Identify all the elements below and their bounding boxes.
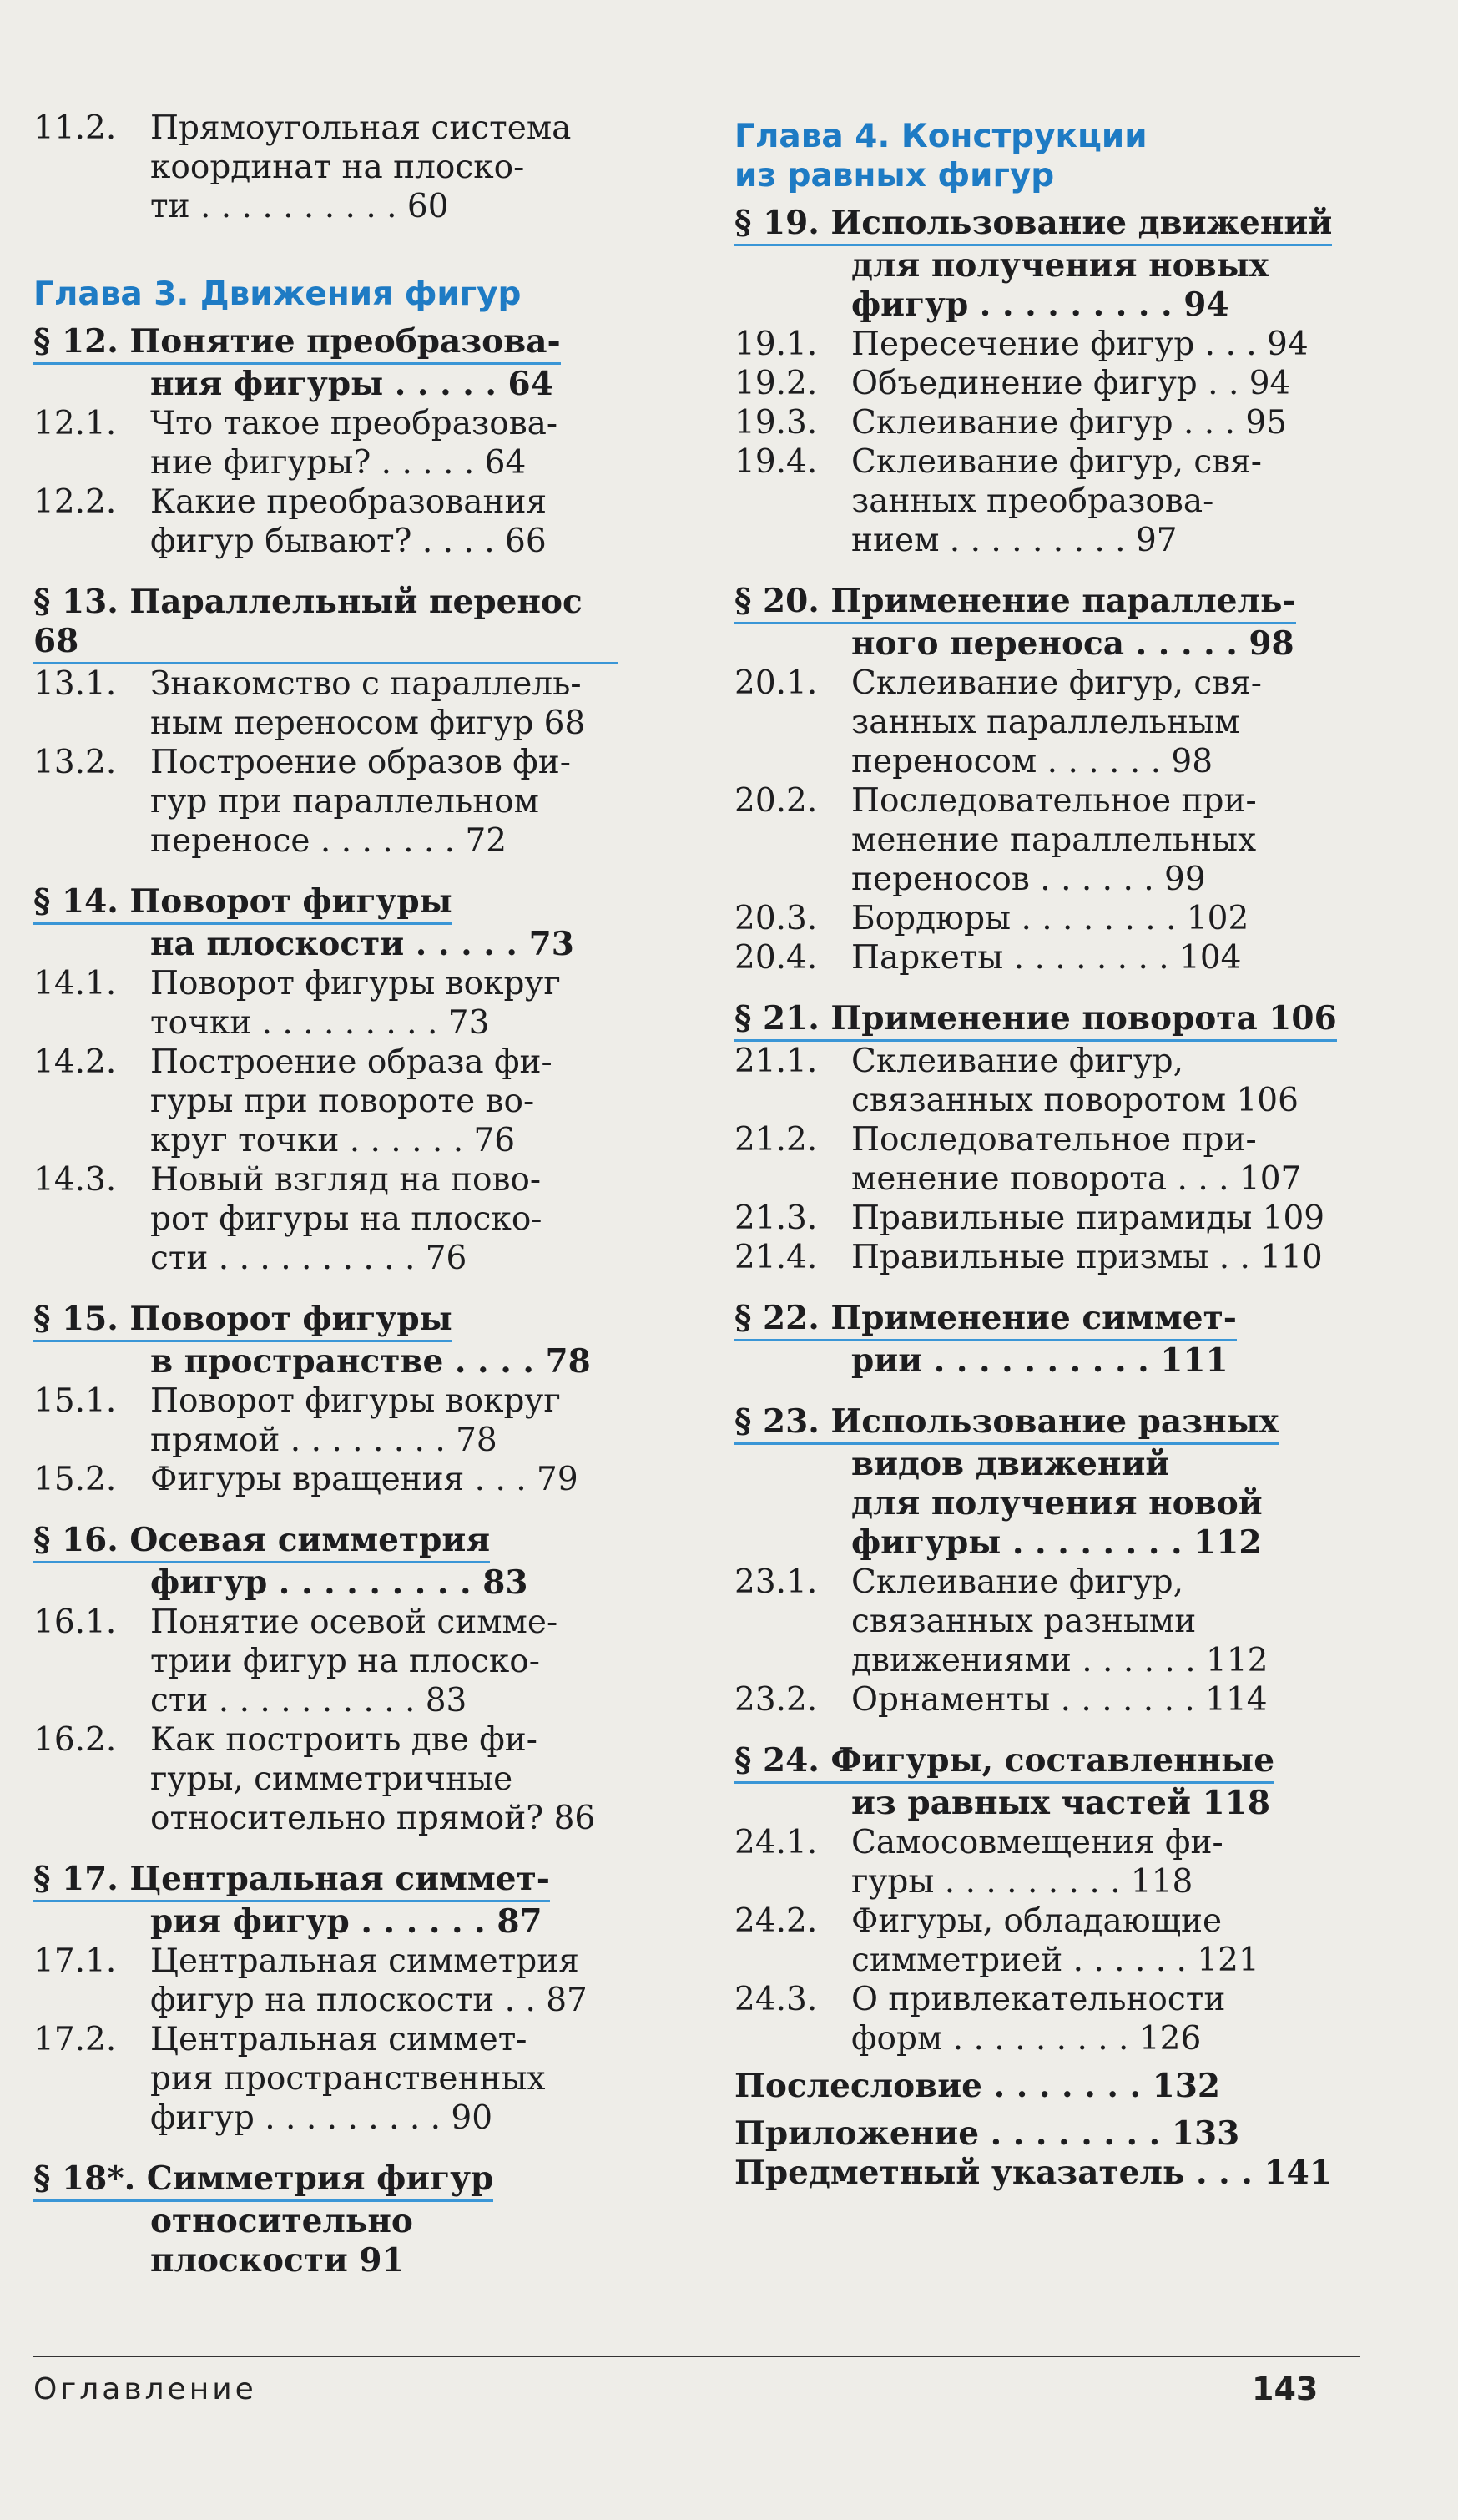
item-number: 14.1. bbox=[33, 965, 117, 1002]
section-title-line: § 18*. Симметрия фигур bbox=[33, 2159, 493, 2202]
section-18 bbox=[33, 2159, 618, 2280]
toc-item-20-4 bbox=[734, 938, 1369, 977]
toc-item-13-2 bbox=[33, 743, 618, 861]
section-title-line: § 12. Понятие преобразова- bbox=[33, 322, 561, 365]
section-20 bbox=[734, 582, 1369, 664]
section-title-line: фигур . . . . . . . . . 94 bbox=[851, 285, 1229, 324]
section-title-line: § 13. Параллельный перенос 68 bbox=[33, 583, 618, 664]
toc-item-13-1 bbox=[33, 664, 618, 743]
toc-item-19-3 bbox=[734, 403, 1369, 442]
toc-item-20-2 bbox=[734, 781, 1369, 899]
item-number: 20.4. bbox=[734, 939, 818, 977]
item-line: Бордюры . . . . . . . . 102 bbox=[851, 900, 1249, 937]
item-line: сти . . . . . . . . . . 76 bbox=[150, 1240, 467, 1277]
item-line: фигур . . . . . . . . . 90 bbox=[150, 2099, 493, 2137]
item-line: гуры при повороте во- bbox=[150, 1083, 535, 1120]
item-line: Построение образа фи- bbox=[150, 1043, 552, 1081]
section-title-line: § 15. Поворот фигуры bbox=[33, 1300, 452, 1342]
page-number: 143 bbox=[1252, 2371, 1319, 2407]
item-line: Пересечение фигур . . . 94 bbox=[851, 326, 1309, 363]
toc-item-14-3 bbox=[33, 1160, 618, 1278]
toc-item-21-1 bbox=[734, 1042, 1369, 1120]
toc-item-12-1 bbox=[33, 404, 618, 482]
item-line: связанных разными bbox=[851, 1603, 1197, 1640]
item-line: менение поворота . . . 107 bbox=[851, 1160, 1302, 1198]
toc-item-24-2 bbox=[734, 1901, 1369, 1980]
toc-item-14-2 bbox=[33, 1043, 618, 1160]
item-line: Правильные призмы . . 110 bbox=[851, 1239, 1323, 1276]
section-title-line: § 20. Применение параллель- bbox=[734, 582, 1296, 624]
chapter-4-heading bbox=[734, 117, 1369, 195]
item-line: Новый взгляд на пово- bbox=[150, 1161, 542, 1199]
toc-item-17-2 bbox=[33, 2020, 618, 2138]
chapter-title-line: из равных фигур bbox=[734, 157, 1055, 194]
item-number: 15.2. bbox=[33, 1461, 117, 1498]
section-title-line: ния фигуры . . . . . 64 bbox=[150, 365, 553, 403]
footer-title: Оглавление bbox=[33, 2372, 257, 2406]
section-title-line: § 24. Фигуры, составленные bbox=[734, 1741, 1274, 1784]
item-number: 14.2. bbox=[33, 1043, 117, 1081]
item-line: сти . . . . . . . . . . 83 bbox=[150, 1682, 467, 1720]
toc-item-16-2 bbox=[33, 1720, 618, 1838]
toc-item-21-3 bbox=[734, 1199, 1369, 1238]
section-22 bbox=[734, 1299, 1369, 1381]
section-14 bbox=[33, 882, 618, 964]
item-number: 17.2. bbox=[33, 2021, 117, 2058]
item-number: 12.2. bbox=[33, 483, 117, 521]
item-line: Центральная симмет- bbox=[150, 2021, 527, 2058]
item-line: точки . . . . . . . . . 73 bbox=[150, 1004, 490, 1042]
item-line: Склеивание фигур, свя- bbox=[851, 443, 1262, 481]
appendix-entry: Приложение . . . . . . . . 133 bbox=[734, 2114, 1240, 2153]
item-line: Орнаменты . . . . . . . 114 bbox=[851, 1681, 1268, 1719]
item-line: Построение образов фи- bbox=[150, 744, 571, 781]
toc-item-16-1 bbox=[33, 1603, 618, 1720]
item-line: фигур на плоскости . . 87 bbox=[150, 1982, 588, 2019]
footer-divider bbox=[33, 2356, 1360, 2357]
chapter-3-heading: Глава 3. Движения фигур bbox=[33, 275, 522, 313]
section-title-line: ного переноса . . . . . 98 bbox=[851, 624, 1294, 663]
section-title-line: § 23. Использование разных bbox=[734, 1402, 1279, 1445]
item-number: 20.1. bbox=[734, 664, 818, 702]
item-number: 19.4. bbox=[734, 443, 818, 481]
item-number: 19.2. bbox=[734, 365, 818, 402]
toc-right-column bbox=[734, 117, 1369, 2193]
section-title-line: на плоскости . . . . . 73 bbox=[150, 925, 574, 963]
item-line: Поворот фигуры вокруг bbox=[150, 965, 561, 1002]
item-number: 12.1. bbox=[33, 405, 117, 442]
item-line: Склеивание фигур, bbox=[851, 1563, 1183, 1601]
item-line: О привлекательности bbox=[851, 1981, 1226, 2018]
section-title-line: рия фигур . . . . . . 87 bbox=[150, 1902, 542, 1941]
toc-item-17-1 bbox=[33, 1942, 618, 2020]
item-line: Склеивание фигур, bbox=[851, 1043, 1183, 1080]
item-number: 15.1. bbox=[33, 1382, 117, 1420]
item-number: 24.3. bbox=[734, 1981, 818, 2018]
toc-item-12-2 bbox=[33, 482, 618, 561]
section-title-line: § 17. Центральная симмет- bbox=[33, 1860, 550, 1902]
item-line: Что такое преобразова- bbox=[150, 405, 558, 442]
item-line: Последовательное при- bbox=[851, 782, 1257, 820]
item-number: 13.2. bbox=[33, 744, 117, 781]
section-title-line: § 14. Поворот фигуры bbox=[33, 882, 452, 925]
item-line: Самосовмещения фи- bbox=[851, 1824, 1223, 1861]
item-line: связанных поворотом 106 bbox=[851, 1082, 1299, 1119]
item-number: 21.4. bbox=[734, 1239, 818, 1276]
item-line: Центральная симметрия bbox=[150, 1942, 579, 1980]
toc-item-15-1 bbox=[33, 1381, 618, 1460]
section-19 bbox=[734, 204, 1369, 325]
item-number: 16.1. bbox=[33, 1603, 117, 1641]
toc-item-20-1 bbox=[734, 664, 1369, 781]
chapter-title-line: Глава 4. Конструкции bbox=[734, 118, 1148, 155]
item-number: 23.1. bbox=[734, 1563, 818, 1601]
section-title-line: относительно плоскости 91 bbox=[150, 2202, 413, 2280]
item-line: переносом . . . . . . 98 bbox=[851, 743, 1213, 780]
toc-item-21-4 bbox=[734, 1238, 1369, 1277]
item-line: нием . . . . . . . . . 97 bbox=[851, 522, 1178, 559]
item-number: 21.2. bbox=[734, 1121, 818, 1159]
section-12 bbox=[33, 322, 618, 404]
section-15 bbox=[33, 1300, 618, 1381]
section-13 bbox=[33, 583, 618, 664]
item-line: прямой . . . . . . . . 78 bbox=[150, 1422, 497, 1459]
section-title-line: для получения новых bbox=[851, 246, 1269, 285]
afterword-entry: Послесловие . . . . . . . 132 bbox=[734, 2067, 1221, 2105]
section-title-line: § 21. Применение поворота 106 bbox=[734, 999, 1337, 1042]
item-line: рот фигуры на плоско- bbox=[150, 1200, 542, 1238]
section-title-line: фигуры . . . . . . . . 112 bbox=[851, 1523, 1262, 1562]
item-line: занных параллельным bbox=[851, 704, 1240, 741]
section-title-line: § 16. Осевая симметрия bbox=[33, 1521, 490, 1563]
item-number: 20.3. bbox=[734, 900, 818, 937]
section-16 bbox=[33, 1521, 618, 1603]
item-line: занных преобразова- bbox=[851, 482, 1214, 520]
toc-item-21-2 bbox=[734, 1120, 1369, 1199]
item-line: Знакомство с параллель- bbox=[150, 665, 582, 703]
item-line: Как построить две фи- bbox=[150, 1721, 537, 1759]
item-number: 19.3. bbox=[734, 404, 818, 442]
item-number: 17.1. bbox=[33, 1942, 117, 1980]
item-line: Паркеты . . . . . . . . 104 bbox=[851, 939, 1242, 977]
section-24 bbox=[734, 1741, 1369, 1823]
toc-item-19-1 bbox=[734, 325, 1369, 364]
item-line: Фигуры вращения . . . 79 bbox=[150, 1461, 578, 1498]
item-number: 13.1. bbox=[33, 665, 117, 703]
item-line: симметрией . . . . . . 121 bbox=[851, 1942, 1259, 1979]
item-line: гур при параллельном bbox=[150, 783, 540, 821]
item-line: Склеивание фигур . . . 95 bbox=[851, 404, 1288, 442]
section-title-line: рии . . . . . . . . . . 111 bbox=[851, 1341, 1228, 1380]
section-title-line: из равных частей 118 bbox=[851, 1784, 1270, 1822]
index-entry: Предметный указатель . . . 141 bbox=[734, 2154, 1332, 2192]
toc-item-19-2 bbox=[734, 364, 1369, 403]
item-number: 24.1. bbox=[734, 1824, 818, 1861]
item-line: фигур бывают? . . . . 66 bbox=[150, 523, 547, 560]
section-title-line: видов движений bbox=[851, 1445, 1170, 1483]
item-line: менение параллельных bbox=[851, 821, 1257, 859]
toc-item-23-1 bbox=[734, 1563, 1369, 1680]
toc-item-23-2 bbox=[734, 1680, 1369, 1720]
item-number: 19.1. bbox=[734, 326, 818, 363]
item-number: 24.2. bbox=[734, 1902, 818, 1940]
item-line: гуры . . . . . . . . . 118 bbox=[851, 1863, 1193, 1901]
toc-item-14-1 bbox=[33, 964, 618, 1043]
item-line: переносов . . . . . . 99 bbox=[851, 861, 1206, 898]
section-title-line: § 22. Применение симмет- bbox=[734, 1299, 1237, 1341]
item-line: Прямоугольная система bbox=[150, 109, 572, 147]
item-line: ным переносом фигур 68 bbox=[150, 704, 586, 742]
item-number: 11.2. bbox=[33, 109, 117, 147]
toc-item-20-3 bbox=[734, 899, 1369, 938]
toc-item-24-3 bbox=[734, 1980, 1369, 2058]
item-line: Склеивание фигур, свя- bbox=[851, 664, 1262, 702]
item-line: переносе . . . . . . . 72 bbox=[150, 822, 507, 860]
item-line: Поворот фигуры вокруг bbox=[150, 1382, 561, 1420]
item-line: гуры, симметричные bbox=[150, 1760, 513, 1798]
section-23 bbox=[734, 1402, 1369, 1563]
item-number: 16.2. bbox=[33, 1721, 117, 1759]
section-title-line: § 19. Использование движений bbox=[734, 204, 1332, 246]
item-line: Фигуры, обладающие bbox=[851, 1902, 1223, 1940]
item-line: рия пространственных bbox=[150, 2060, 546, 2098]
item-line: Правильные пирамиды 109 bbox=[851, 1199, 1325, 1237]
item-number: 20.2. bbox=[734, 782, 818, 820]
item-line: ние фигуры? . . . . . 64 bbox=[150, 444, 527, 482]
section-title-line: фигур . . . . . . . . . 83 bbox=[150, 1563, 528, 1602]
item-line: Последовательное при- bbox=[851, 1121, 1257, 1159]
toc-item-24-1 bbox=[734, 1823, 1369, 1901]
item-line: Какие преобразования bbox=[150, 483, 547, 521]
item-line: относительно прямой? 86 bbox=[150, 1800, 596, 1837]
section-17 bbox=[33, 1860, 618, 1942]
item-line: круг точки . . . . . . 76 bbox=[150, 1122, 516, 1159]
item-number: 23.2. bbox=[734, 1681, 818, 1719]
toc-item-15-2 bbox=[33, 1460, 618, 1499]
item-line: Понятие осевой симме- bbox=[150, 1603, 558, 1641]
section-title-line: для получения новой bbox=[851, 1484, 1263, 1523]
section-21 bbox=[734, 999, 1369, 1042]
item-line: Объединение фигур . . 94 bbox=[851, 365, 1291, 402]
item-number: 21.3. bbox=[734, 1199, 818, 1237]
toc-left-column bbox=[33, 109, 618, 2280]
item-number: 14.3. bbox=[33, 1161, 117, 1199]
toc-item-11-2 bbox=[33, 109, 618, 226]
item-line: координат на плоско- bbox=[150, 149, 525, 186]
toc-item-19-4 bbox=[734, 442, 1369, 560]
item-line: ти . . . . . . . . . . 60 bbox=[150, 188, 449, 225]
section-title-line: в пространстве . . . . 78 bbox=[150, 1342, 591, 1381]
item-number: 21.1. bbox=[734, 1043, 818, 1080]
item-line: трии фигур на плоско- bbox=[150, 1643, 540, 1680]
item-line: движениями . . . . . . 112 bbox=[851, 1642, 1269, 1679]
item-line: форм . . . . . . . . . 126 bbox=[851, 2020, 1202, 2058]
